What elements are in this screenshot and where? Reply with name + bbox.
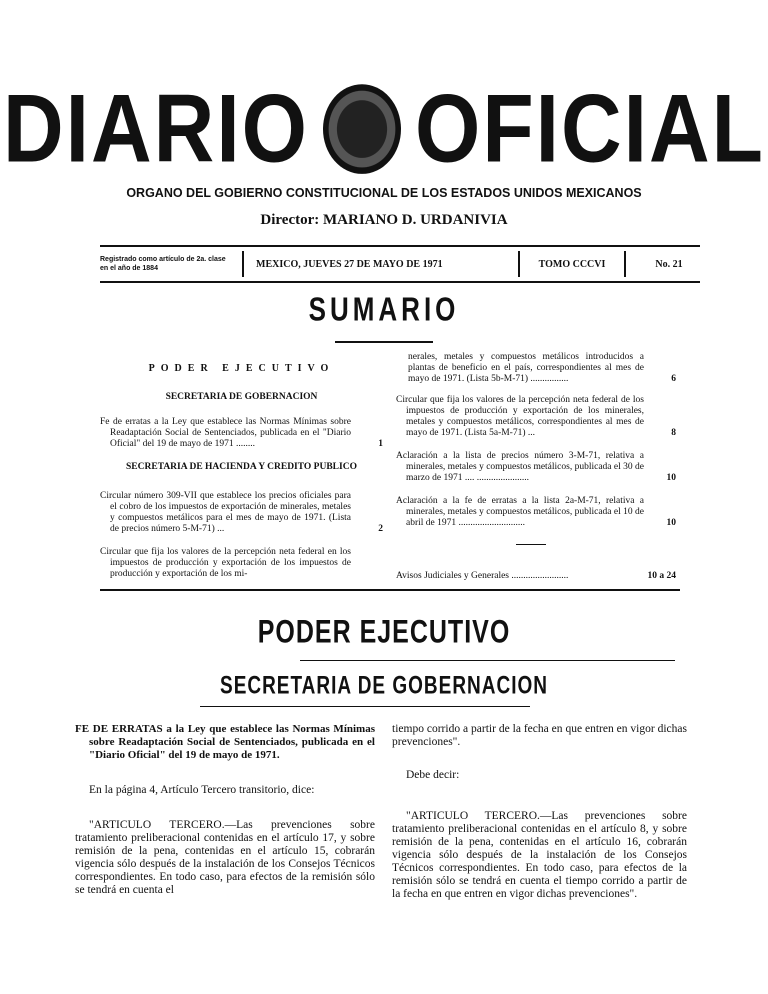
branch-heading: PODER EJECUTIVO xyxy=(148,363,335,374)
article-heading: FE DE ERRATAS a la Ley que establece las Normas Mínimas sobre Readaptación Social de Sentenciados, publicada en el "Diario Oficial" del 19 de mayo de 1971. xyxy=(75,723,375,761)
article-paragraph: "ARTICULO TERCERO.—Las prevenciones sobre tratamiento preliberacional contenidas en el artículo 8, y sobre remisión de la pena, contenidas en el artículo 16, cobrarán vigencia sólo después de la instalación de los Consejos Técnicos correspondientes. En todo caso, para efectos de la remisión sólo se tendrá en cuenta el tiempo corrido a partir de la fecha en que entren en vigor dichas prevenciones". xyxy=(392,810,687,900)
sumario-title: SUMARIO xyxy=(308,289,460,329)
toc-item[interactable]: Avisos Judiciales y Generales ........................ 10 a 24 xyxy=(396,571,676,581)
divider xyxy=(100,589,680,591)
article-paragraph: Debe decir: xyxy=(406,769,460,781)
organ-subtitle: ORGANO DEL GOBIERNO CONSTITUCIONAL DE LOS ESTADOS UNIDOS MEXICANOS xyxy=(126,186,642,200)
masthead xyxy=(0,73,768,185)
divider xyxy=(100,281,700,283)
toc-item[interactable]: nerales, metales y compuestos metálicos introducidos a plantas de beneficio en el país, correspondientes al mes de mayo de 1971. (Lista 5b-M-71) ................ 6 xyxy=(408,352,676,384)
masthead-left: DIARIO xyxy=(3,73,310,182)
section-heading: SECRETARIA DE GOBERNACION xyxy=(165,392,318,402)
divider xyxy=(100,245,700,247)
section-heading: SECRETARIA DE HACIENDA Y CREDITO PUBLICO xyxy=(126,462,357,472)
article-paragraph: tiempo corrido a partir de la fecha en que entren en vigor dichas prevenciones". xyxy=(392,723,687,748)
subsection-title: SECRETARIA DE GOBERNACION xyxy=(220,672,548,700)
divider xyxy=(516,544,546,545)
toc-item[interactable]: Circular que fija los valores de la percepción neta federal de los impuestos de producción y exportación de los minerales, metales y compuestos metálicos, correspondientes al mes de mayo de 1971. (Lista 5a-M-71) ... 8 xyxy=(396,395,676,438)
article-left-column xyxy=(75,723,375,911)
toc-item[interactable]: Fe de erratas a la Ley que establece las Normas Mínimas sobre Readaptación Social de Sentenciados, publicada en el "Diario Oficial" del 19 de mayo de 1971 ........ 1 xyxy=(100,417,383,449)
sumario-right-column xyxy=(396,352,676,594)
section-title: PODER EJECUTIVO xyxy=(257,613,511,651)
divider xyxy=(200,706,530,707)
issue-number: No. 21 xyxy=(655,258,683,270)
tomo: TOMO CCCVI xyxy=(538,258,606,270)
sumario-left-column xyxy=(100,363,383,592)
toc-item[interactable]: Circular número 309-VII que establece los precios oficiales para el cobro de los impuestos de exportación de minerales, metales y compuestos metálicos para el mes de mayo de 1971. (Lista de precios número 5-M-71) ... 2 xyxy=(100,491,383,534)
toc-item[interactable]: Aclaración a la lista de precios número 3-M-71, relativa a minerales, metales y compuestos metálicos, publicada el 30 de marzo de 1971 .... ...................... 10 xyxy=(396,451,676,483)
info-bar xyxy=(100,252,700,276)
issue-date: MEXICO, JUEVES 27 DE MAYO DE 1971 xyxy=(256,258,443,270)
national-seal-icon xyxy=(323,84,401,174)
divider xyxy=(624,251,626,277)
article-paragraph: "ARTICULO TERCERO.—Las prevenciones sobre tratamiento preliberacional contenidas en el artículo 17, y sobre remisión de la pena, contenidas en el artículo 15, cobrarán vigencia sólo después de la instalación de los Consejos Técnicos correspondientes. En todo caso, para efectos de la remisión sólo se tendrá en cuenta el xyxy=(75,819,375,896)
divider xyxy=(300,660,675,661)
divider xyxy=(518,251,520,277)
divider xyxy=(242,251,244,277)
masthead-right: OFICIAL xyxy=(415,73,765,182)
divider xyxy=(335,341,433,343)
director-line: Director: MARIANO D. URDANIVIA xyxy=(260,212,508,228)
article-right-column xyxy=(392,723,687,915)
registration-note: Registrado como artículo de 2a. clase en el año de 1884 xyxy=(100,256,226,272)
article-paragraph: En la página 4, Artículo Tercero transitorio, dice: xyxy=(89,784,315,796)
toc-item[interactable]: Circular que fija los valores de la percepción neta federal en los impuestos de producción y exportación de los impuestos de producción y exportación de los mi- xyxy=(100,547,351,579)
toc-item[interactable]: Aclaración a la fe de erratas a la lista 2a-M-71, relativa a minerales, metales y compuestos metálicos, publicada el 10 de abril de 1971 ............................ 10 xyxy=(396,496,676,528)
